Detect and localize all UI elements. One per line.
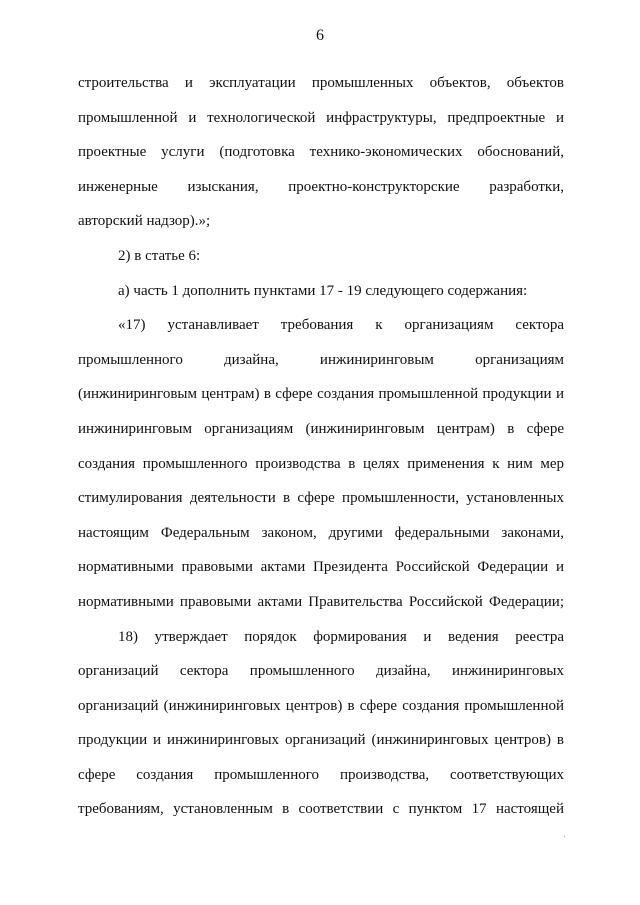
text-line: нормативными правовыми актами Правительства Российской Федерации; [78,593,564,610]
page-number: 6 [316,27,324,44]
text-line: а) часть 1 дополнить пунктами 17 - 19 следующего содержания: [118,282,528,299]
text-line: организаций (инжиниринговых центров) в сфере создания промышленной [78,697,564,714]
text-line: создания промышленного производства в целях применения к ним мер [78,455,564,472]
text-line: авторский надзор).»; [78,213,211,230]
text-line: сфере создания промышленного производства, соответствующих [78,766,564,783]
text-line: 2) в статье 6: [118,247,201,264]
text-line: организаций сектора промышленного дизайна, инжиниринговых [78,663,564,680]
text-line: строительства и эксплуатации промышленных объектов, объектов [78,75,564,91]
scan-speck [564,836,565,837]
text-line: 18) утверждает порядок формирования и ведения реестра [118,628,564,645]
text-line: требованиям, установленным в соответствии с пунктом 17 настоящей [78,801,564,818]
text-line: нормативными правовыми актами Президента Российской Федерации и [78,559,564,576]
text-line: инжиниринговым организациям (инжиниринговым центрам) в сфере [78,420,564,437]
text-line: проектные услуги (подготовка технико-экономических обоснований, [78,144,564,161]
text-line: продукции и инжиниринговых организаций (инжиниринговых центров) в [78,732,564,749]
document-body [78,66,564,827]
text-line: инженерные изыскания, проектно-конструкторские разработки, [78,178,564,195]
text-line: (инжиниринговым центрам) в сфере создания промышленной продукции и [78,386,564,403]
text-line: стимулирования деятельности в сфере промышленности, установленных [78,490,564,507]
text-line: промышленного дизайна, инжиниринговым организациям [78,351,564,368]
text-line: настоящим Федеральным законом, другими федеральными законами, [78,524,564,541]
text-line: «17) устанавливает требования к организациям сектора [118,317,564,334]
text-line: промышленной и технологической инфраструктуры, предпроектные и [78,109,564,126]
